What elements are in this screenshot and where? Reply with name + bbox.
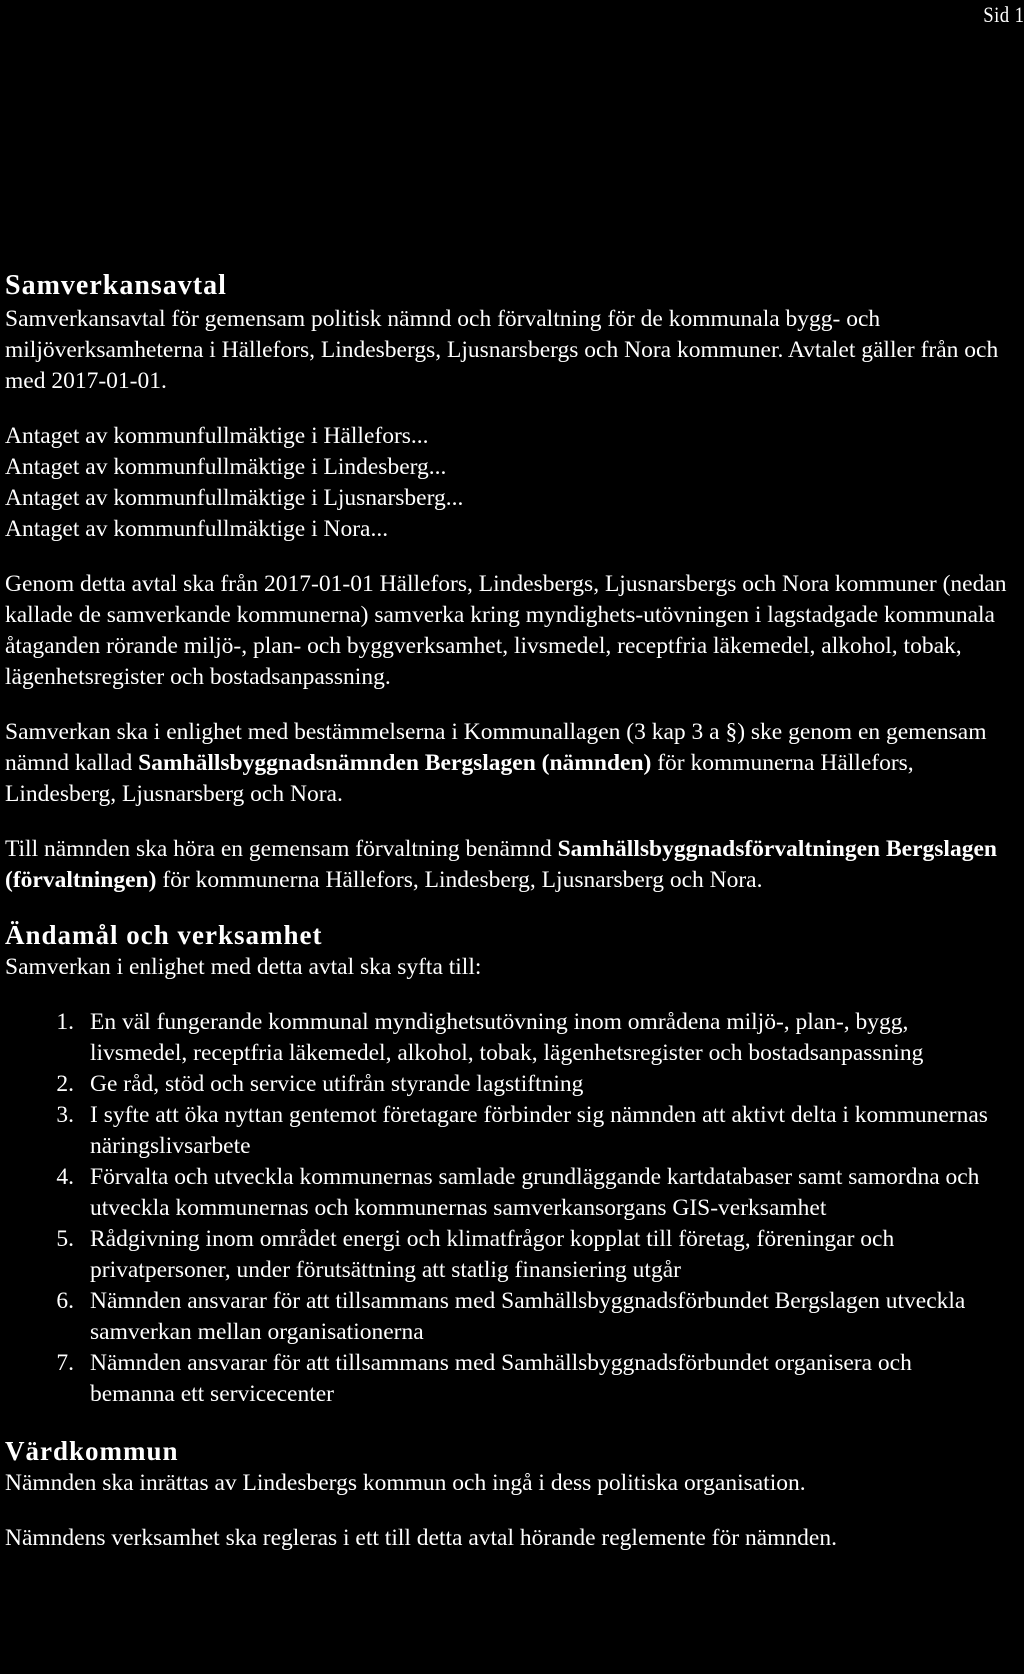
purpose-list [5,1007,1020,1410]
administration-paragraph [5,834,1020,896]
list-item-text: Nämnden ansvarar för att tillsammans med Samhällsbyggnadsförbundet Bergslagen utveckla samverkan mellan organisationerna [90,1288,966,1345]
host-paragraph: Nämnden ska inrättas av Lindesbergs kommun och ingå i dess politiska organisation. [5,1470,806,1496]
list-item-text: Nämnden ansvarar för att tillsammans med Samhällsbyggnadsförbundet organisera och bemanna ett servicecenter [90,1350,912,1407]
list-item-text: Rådgivning inom området energi och klimatfrågor kopplat till företag, föreningar och privatpersoner, under förutsättning att statlig finansiering utgår [90,1226,895,1283]
page-number: Sid 1 [982,2,1024,27]
list-item [5,1348,1020,1410]
heading-vardkommun: Värdkommun [5,1436,179,1466]
committee-text-before: Samverkan ska i enlighet med bestämmelserna i Kommunallagen (3 kap 3 a §) ske genom en gemensam nämnd kallad [5,719,987,776]
purpose-lead: Samverkan i enlighet med detta avtal ska syfta till: [5,954,482,980]
document-body [5,268,1020,1554]
list-item [5,1224,1020,1286]
heading-samverkansavtal: Samverkansavtal [5,270,227,301]
list-item-number: 5. [56,1226,74,1252]
administration-text-before: Till nämnden ska höra en gemensam förvaltning benämnd [5,836,558,862]
list-item [5,1007,1020,1069]
list-item-number: 4. [56,1164,74,1190]
list-item-text: I syfte att öka nyttan gentemot företagare förbinder sig nämnden att aktivt delta i kommunernas näringslivsarbete [90,1102,988,1159]
regulation-paragraph: Nämndens verksamhet ska regleras i ett till detta avtal hörande reglemente för nämnden. [5,1525,837,1551]
list-item-number: 7. [56,1350,74,1376]
list-item-number: 6. [56,1288,74,1314]
scope-paragraph: Genom detta avtal ska från 2017-01-01 Hällefors, Lindesbergs, Ljusnarsbergs och Nora kommuner (nedan kallade de samverkande kommunerna) samverka kring myndighets-utövningen i lagstadgade kommunala åtaganden rörande miljö-, plan- och byggverksamhet, livsmedel, receptfria läkemedel, alkohol, tobak, lägenhetsregister och bostadsanpassning. [5,571,1007,690]
committee-paragraph [5,717,1020,810]
committee-text-after: för kommunerna Hällefors, Lindesberg, Ljusnarsberg och Nora. [5,750,914,807]
list-item-text: Förvalta och utveckla kommunernas samlade grundläggande kartdatabaser samt samordna och utveckla kommunernas och kommunernas samverkansorgans GIS-verksamhet [90,1164,980,1221]
intro-paragraph: Samverkansavtal för gemensam politisk nämnd och förvaltning för de kommunala bygg- och miljöverksamheterna i Hällefors, Lindesbergs, Ljusnarsbergs och Nora kommuner. Avtalet gäller från och med 2017-01-01. [5,306,999,394]
list-item-text: En väl fungerande kommunal myndighetsutövning inom områdena miljö-, plan-, bygg, livsmedel, receptfria läkemedel, alkohol, tobak, lägenhetsregister och bostadsanpassning [90,1009,924,1066]
list-item-number: 3. [56,1102,74,1128]
list-item [5,1286,1020,1348]
list-item [5,1069,1020,1100]
adopted-list [5,421,1020,545]
administration-name: Samhällsbyggnadsförvaltningen Bergslagen (förvaltningen) [5,836,997,893]
heading-andamal: Ändamål och verksamhet [5,920,323,950]
adopted-ljusnarsberg: Antaget av kommunfullmäktige i Ljusnarsberg... [5,485,464,511]
committee-name: Samhällsbyggnadsnämnden Bergslagen (nämnden) [138,750,652,776]
adopted-nora: Antaget av kommunfullmäktige i Nora... [5,516,389,542]
list-item-text: Ge råd, stöd och service utifrån styrande lagstiftning [90,1071,584,1097]
adopted-hallefors: Antaget av kommunfullmäktige i Hällefors... [5,423,429,449]
list-item [5,1100,1020,1162]
adopted-lindesberg: Antaget av kommunfullmäktige i Lindesberg... [5,454,447,480]
administration-text-after: för kommunerna Hällefors, Lindesberg, Ljusnarsberg och Nora. [156,867,763,893]
list-item [5,1162,1020,1224]
list-item-number: 1. [56,1009,74,1035]
list-item-number: 2. [56,1071,74,1097]
